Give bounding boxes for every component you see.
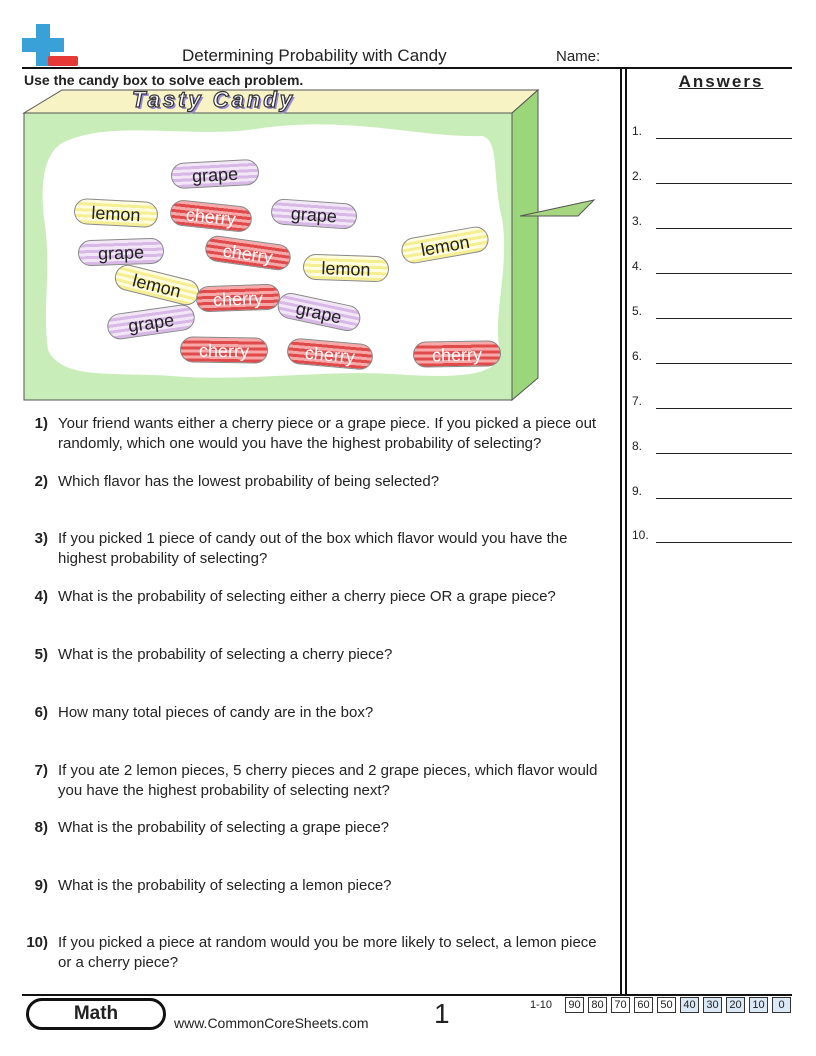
- column-divider: [620, 67, 622, 996]
- candy-piece: grape: [106, 303, 197, 341]
- candy-piece: cherry: [196, 284, 281, 313]
- answer-number: 6.: [632, 349, 643, 363]
- candy-piece: grape: [270, 198, 358, 230]
- candy-piece: grape: [170, 159, 259, 190]
- answer-number: 9.: [632, 484, 643, 498]
- answer-line[interactable]: [656, 183, 792, 184]
- question-text: If you ate 2 lemon pieces, 5 cherry pieces and 2 grape pieces, which flavor would you have the highest probability of selecting next?: [58, 762, 598, 799]
- answers-heading: Answers: [678, 72, 764, 91]
- question-number: 6): [34, 704, 48, 721]
- candy-piece: lemon: [112, 262, 202, 308]
- logo-plus-icon-bar: [22, 38, 64, 52]
- candy-piece: lemon: [303, 254, 390, 283]
- answer-number: 10.: [632, 528, 649, 542]
- answer-line[interactable]: [656, 273, 792, 274]
- question-number: 5): [34, 646, 48, 663]
- header-divider: [22, 67, 792, 69]
- logo-minus-icon: [48, 56, 78, 66]
- answer-line[interactable]: [656, 453, 792, 454]
- question-number: 1): [34, 415, 48, 432]
- candy-piece: cherry: [413, 340, 501, 368]
- answer-number: 1.: [632, 124, 643, 138]
- answer-row: [632, 394, 792, 414]
- name-label: Name:: [556, 48, 601, 65]
- question-number: 4): [34, 588, 48, 605]
- question-text: What is the probability of selecting a lemon piece?: [58, 877, 392, 894]
- candy-piece: grape: [275, 291, 363, 334]
- question-text: How many total pieces of candy are in the box?: [58, 704, 374, 721]
- question-number: 10): [26, 934, 48, 951]
- question-number: 7): [34, 762, 48, 779]
- question-text: What is the probability of selecting either a cherry piece OR a grape piece?: [58, 588, 556, 605]
- website-link[interactable]: www.CommonCoreSheets.com: [174, 1015, 369, 1031]
- answer-row: [632, 124, 792, 144]
- answer-line[interactable]: [656, 228, 792, 229]
- score-cell: 70: [611, 997, 630, 1013]
- answer-row: [632, 439, 792, 459]
- answer-number: 2.: [632, 169, 643, 183]
- question-number: 2): [34, 473, 48, 490]
- answer-line[interactable]: [656, 498, 792, 499]
- candy-piece: cherry: [204, 234, 293, 272]
- answer-line[interactable]: [656, 408, 792, 409]
- answer-row: [632, 349, 792, 369]
- candy-piece: cherry: [286, 337, 374, 370]
- page-number: 1: [434, 998, 450, 1029]
- question-text: If you picked 1 piece of candy out of the box which flavor would you have the highest probability of selecting?: [58, 530, 568, 567]
- instructions: Use the candy box to solve each problem.: [24, 72, 304, 88]
- footer-divider: [22, 994, 792, 996]
- question-number: 9): [34, 877, 48, 894]
- candy-piece: grape: [78, 238, 165, 267]
- candy-piece: lemon: [399, 225, 490, 266]
- score-cell: 0: [772, 997, 791, 1013]
- answer-number: 5.: [632, 304, 643, 318]
- answer-row: [632, 528, 792, 548]
- answer-line[interactable]: [656, 318, 792, 319]
- score-cell: 90: [565, 997, 584, 1013]
- candy-piece: cherry: [169, 199, 253, 233]
- answer-row: [632, 169, 792, 189]
- answer-number: 8.: [632, 439, 643, 453]
- question-text: What is the probability of selecting a cherry piece?: [58, 646, 393, 663]
- question-number: 3): [34, 530, 48, 547]
- candy-box-title: Tasty Candy: [132, 87, 296, 112]
- question-text: If you picked a piece at random would you be more likely to select, a lemon piece or a cherry piece?: [58, 934, 597, 971]
- answer-row: [632, 304, 792, 324]
- answer-row: [632, 214, 792, 234]
- answer-row: [632, 259, 792, 279]
- answer-line[interactable]: [656, 138, 792, 139]
- answer-line[interactable]: [656, 363, 792, 364]
- score-cell: 50: [657, 997, 676, 1013]
- candy-piece: cherry: [180, 336, 268, 364]
- question-text: Your friend wants either a cherry piece or a grape piece. If you picked a piece out randomly, which one would you have the highest probability of selecting?: [58, 415, 597, 452]
- score-cell: 10: [749, 997, 768, 1013]
- score-range-label: 1-10: [530, 999, 553, 1011]
- score-cell: 30: [703, 997, 722, 1013]
- question-text: What is the probability of selecting a grape piece?: [58, 819, 390, 836]
- question-text: Which flavor has the lowest probability of being selected?: [58, 473, 440, 490]
- column-divider-inner: [625, 67, 627, 996]
- answer-number: 7.: [632, 394, 643, 408]
- score-cell: 80: [588, 997, 607, 1013]
- score-cell: 40: [680, 997, 699, 1013]
- page-title: Determining Probability with Candy: [182, 46, 447, 65]
- answer-row: [632, 484, 792, 504]
- score-cell: 20: [726, 997, 745, 1013]
- subject-badge: Math: [26, 998, 166, 1030]
- answer-line[interactable]: [656, 542, 792, 543]
- candy-piece: lemon: [73, 198, 158, 228]
- question-number: 8): [34, 819, 48, 836]
- answer-number: 3.: [632, 214, 643, 228]
- answer-number: 4.: [632, 259, 643, 273]
- score-cell: 60: [634, 997, 653, 1013]
